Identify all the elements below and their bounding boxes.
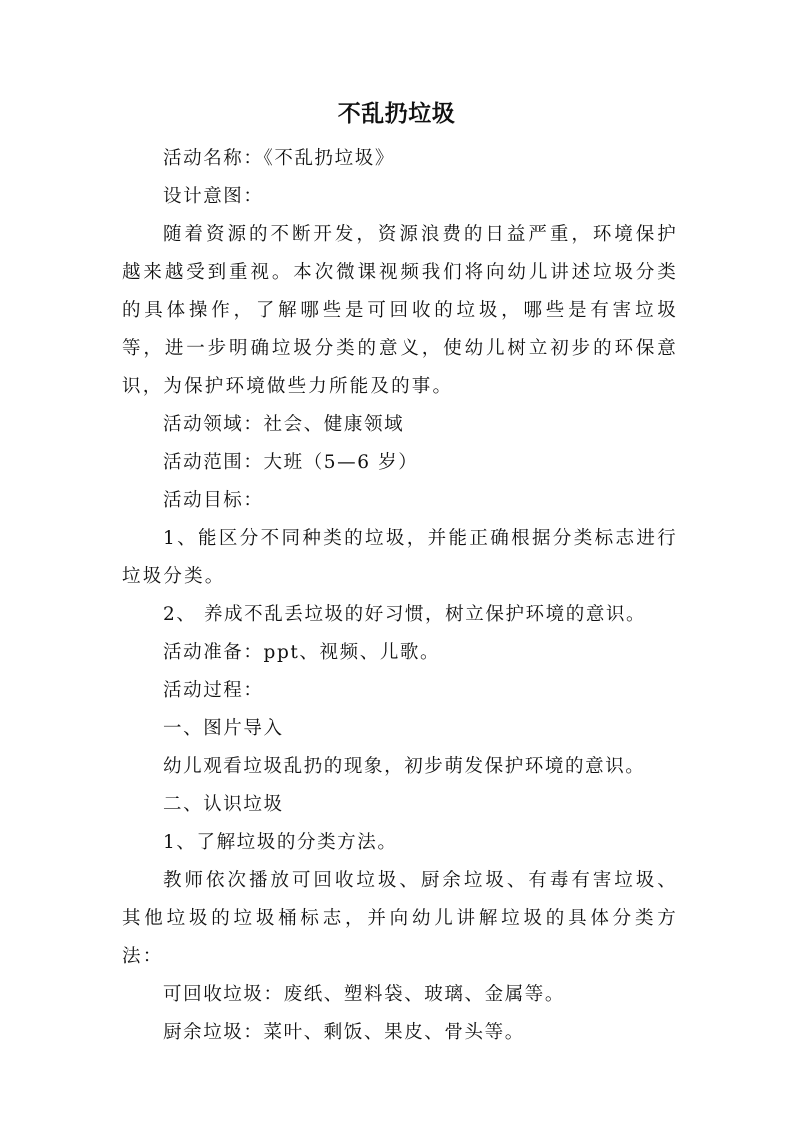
paragraph-recyclable-waste: 可回收垃圾：废纸、塑料袋、玻璃、金属等。 <box>163 984 566 1005</box>
document-body <box>122 140 678 1052</box>
paragraph-kitchen-waste: 厨余垃圾：菜叶、剩饭、果皮、骨头等。 <box>163 1022 525 1043</box>
paragraph-activity-goals-heading: 活动目标： <box>163 490 264 511</box>
paragraph-goal-1: 1、能区分不同种类的垃圾，并能正确根据分类标志进行垃圾分类。 <box>122 528 678 587</box>
document-title: 不乱扔垃圾 <box>337 101 456 127</box>
paragraph-section-1-heading: 一、图片导入 <box>163 718 284 739</box>
paragraph-goal-2: 2、 养成不乱丢垃圾的好习惯，树立保护环境的意识。 <box>163 604 647 625</box>
paragraph-activity-process-heading: 活动过程： <box>163 680 264 701</box>
paragraph-section-1-text: 幼儿观看垃圾乱扔的现象，初步萌发保护环境的意识。 <box>163 756 646 777</box>
paragraph-section-2-heading: 二、认识垃圾 <box>163 794 284 815</box>
paragraph-design-intent-heading: 设计意图： <box>163 186 264 207</box>
paragraph-activity-preparation: 活动准备：ppt、视频、儿歌。 <box>163 642 441 663</box>
paragraph-activity-name: 活动名称：《不乱扔垃圾》 <box>163 148 395 169</box>
paragraph-teacher-explanation: 教师依次播放可回收垃圾、厨余垃圾、有毒有害垃圾、其他垃圾的垃圾桶标志，并向幼儿讲解垃圾的具体分类方法： <box>122 870 678 967</box>
paragraph-section-2-item-1: 1、了解垃圾的分类方法。 <box>163 832 398 853</box>
paragraph-activity-scope: 活动范围：大班（5—6 岁） <box>163 452 419 473</box>
paragraph-activity-domain: 活动领域：社会、健康领域 <box>163 414 405 435</box>
paragraph-design-intent: 随着资源的不断开发，资源浪费的日益严重，环境保护越来越受到重视。本次微课视频我们将向幼儿讲述垃圾分类的具体操作，了解哪些是可回收的垃圾，哪些是有害垃圾等，进一步明确垃圾分类的意义，使幼儿树立初步的环保意识，为保护环境做些力所能及的事。 <box>122 224 678 397</box>
